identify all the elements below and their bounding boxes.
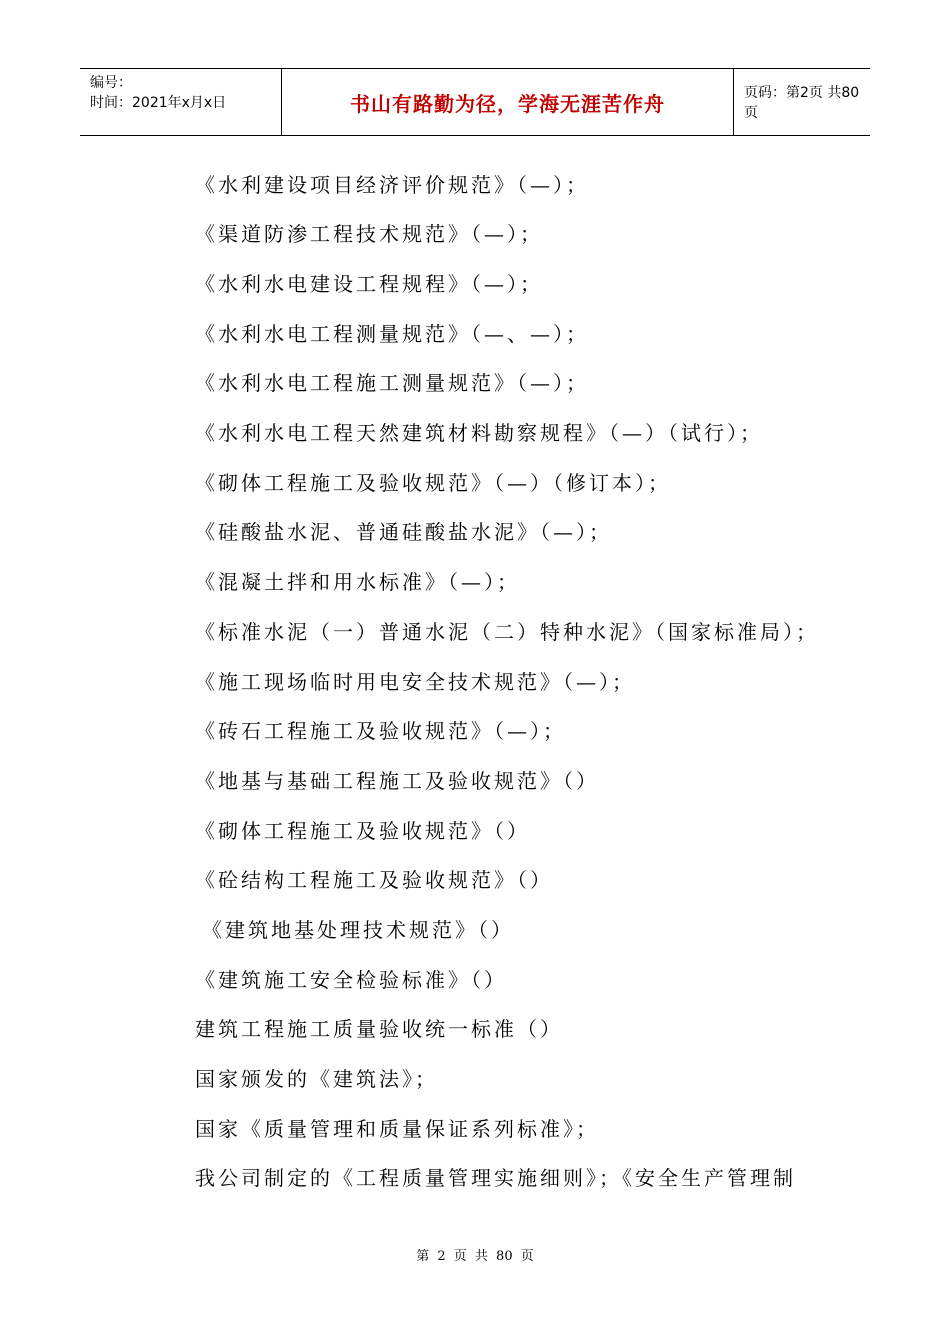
text-line: 《砼结构工程施工及验收规范》（） [195, 868, 553, 892]
text-line: 《砌体工程施工及验收规范》（—）（修订本）； [195, 471, 671, 495]
text-line: 《渠道防渗工程技术规范》（—）； [195, 222, 543, 246]
page-header [80, 68, 870, 136]
text-line: 《砌体工程施工及验收规范》（） [195, 819, 530, 843]
text-line: 《硅酸盐水泥、普通硅酸盐水泥》（—）； [195, 520, 612, 544]
text-line: 《砖石工程施工及验收规范》（—）； [195, 719, 566, 743]
text-line: 《水利水电工程测量规范》（—、—）； [195, 322, 589, 346]
header-page-number: 页码：第2页 共80页 [744, 85, 860, 121]
text-line: 《建筑地基处理技术规范》（） [202, 918, 514, 942]
text-line: 国家《质量管理和质量保证系列标准》； [195, 1117, 599, 1141]
header-page-cell [734, 69, 870, 135]
text-line: 《混凝土拌和用水标准》（—）； [195, 570, 520, 594]
text-line: 《地基与基础工程施工及验收规范》（） [195, 769, 599, 793]
text-line: 我公司制定的《工程质量管理实施细则》；《安全生产管理制 [195, 1166, 796, 1190]
text-line: 国家颁发的《建筑法》； [195, 1067, 438, 1091]
text-line: 建筑工程施工质量验收统一标准（） [195, 1017, 563, 1041]
text-line: 《标准水泥（一）普通水泥（二）特种水泥》（国家标准局）； [195, 620, 819, 644]
header-meta [80, 69, 282, 135]
document-time-label: 时间：2021年x月x日 [90, 95, 227, 111]
text-line: 《水利水电工程施工测量规范》（—）； [195, 371, 589, 395]
header-motto: 书山有路勤为径，学海无涯苦作舟 [350, 91, 665, 116]
text-line: 《水利水电工程天然建筑材料勘察规程》（—）（试行）； [195, 421, 763, 445]
document-number-label: 编号： [90, 75, 132, 91]
text-line: 《建筑施工安全检验标准》（） [195, 968, 507, 992]
text-line: 《水利水电建设工程规程》（—）； [195, 272, 543, 296]
text-line: 《施工现场临时用电安全技术规范》（—）； [195, 670, 635, 694]
header-motto-cell [282, 69, 734, 135]
page-footer: 第 2 页 共 80 页 [416, 1249, 534, 1264]
text-line: 《水利建设项目经济评价规范》（—）； [195, 173, 589, 197]
